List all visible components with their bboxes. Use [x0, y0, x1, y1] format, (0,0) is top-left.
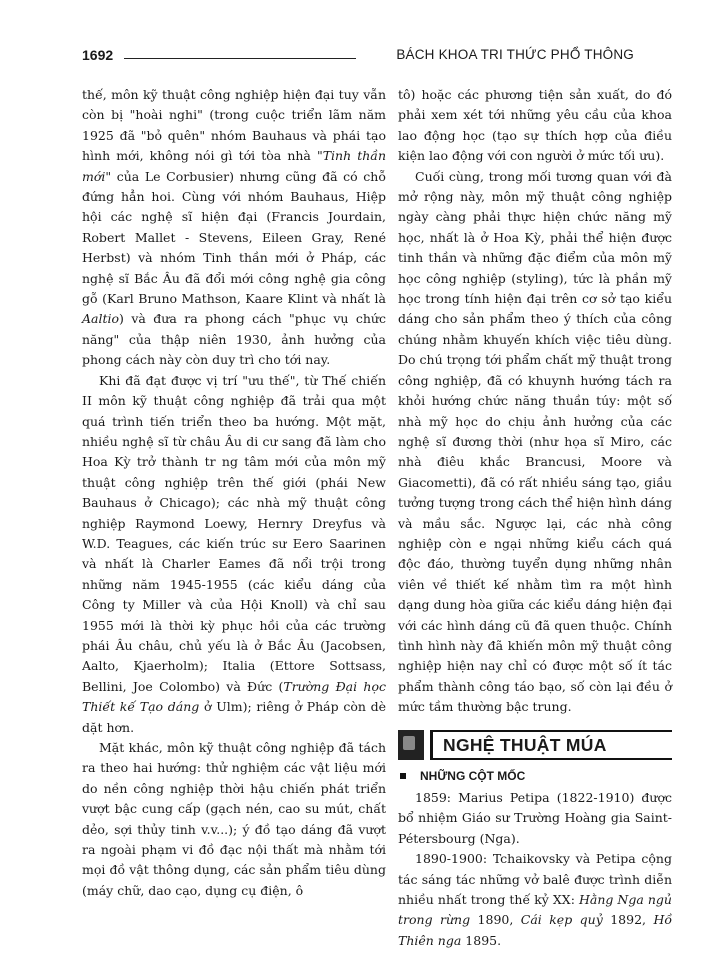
- section-title: NGHỆ THUẬT MÚA: [430, 730, 672, 760]
- running-title: BÁCH KHOA TRI THỨC PHỔ THÔNG: [396, 47, 634, 62]
- subsection-heading: [398, 766, 672, 786]
- timeline-entry: 1890-1900: Tchaikovsky và Petipa cộng tác sáng tác những vở balê được trình diễn nhiều nhất trong thế kỷ XX: Hằng Nga ngủ trong rừng 1890, Cái kẹp quỷ 1892, Hồ Thiên nga 1895.: [398, 851, 672, 948]
- left-column: [82, 85, 386, 901]
- right-column: [398, 85, 672, 951]
- paragraph: thế, môn kỹ thuật công nghiệp hiện đại tuy vẫn còn bị "hoài nghi" (trong cuộc triển lãm năm 1925 đã "bỏ quên" nhóm Bauhaus và phái tạo hình mới, không nói gì tới tòa nhà "Tinh thần mới" của Le Corbusier) nhưng cũng đã có chỗ đứng hẳn hoi. Cùng với nhóm Bauhaus, Hiệp hội các nghệ sĩ hiện đại (Francis Jourdain, Robert Mallet - Stevens, Eileen Gray, René Herbst) và nhóm Tinh thần mới ở Pháp, các nghệ sĩ Bắc Âu đã đổi mới công nghệ gia công gỗ (Karl Bruno Mathson, Kaare Klint và nhất là Aaltio) và đưa ra phong cách "phục vụ chức năng" của thập niên 1930, ảnh hưởng của phong cách này còn duy trì cho tới nay.: [82, 87, 386, 368]
- header-rule: [124, 58, 356, 59]
- paragraph: Mặt khác, môn kỹ thuật công nghiệp đã tách ra theo hai hướng: thử nghiệm các vật liệu mới do nền công nghiệp thời hậu chiến phát triển vượt bậc cung cấp (gạch nén, cao su mút, chất dẻo, sợi thủy tinh v.v...); ý đồ tạo dáng đã vượt ra ngoài phạm vi đồ đạc nội thất mà nhằm tới mọi đồ vật thông dụng, các sản phẩm tiêu dùng (máy chữ, dao cạo, dụng cụ điện, ô: [82, 740, 386, 898]
- section-heading: [398, 730, 672, 760]
- paragraph: tô) hoặc các phương tiện sản xuất, do đó phải xem xét tới những yêu cầu của khoa lao động học (tạo sự thích hợp của điều kiện lao động với con người ở mức tối ưu).: [398, 87, 672, 164]
- paragraph: Cuối cùng, trong mối tương quan với đà mở rộng này, môn mỹ thuật công nghiệp ngày càng phải thực hiện chức năng mỹ học, nhất là ở Hoa Kỳ, phải thể hiện được tinh thần và những đặc điểm của môn mỹ học công nghiệp (styling), tức là phần mỹ học trong tính hiện đại trên cơ sở tạo kiểu dáng cho sản phẩm theo ý thích của công chúng nhằm khuyến khích việc tiêu dùng. Do chú trọng tới phẩm chất mỹ thuật trong công nghiệp, đã có khuynh hướng tách ra khỏi hướng chức năng thuần túy: một số nhà mỹ học do chịu ảnh hưởng của các nghệ sĩ đương thời (như họa sĩ Miro, các nhà điêu khắc Brancusi, Moore và Giacometti), đã có rất nhiều sáng tạo, giầu tưởng tượng trong cách thể hiện hình dáng và mầu sắc. Ngược lại, các nhà công nghiệp còn e ngại những kiểu cách quá độc đáo, thường tuyển dụng những nhân viên về thiết kế nhằm tìm ra một hình dạng dung hòa giữa các kiểu dáng hiện đại với các hình dáng cũ đã quen thuộc. Chính tình hình này đã khiến môn mỹ thuật công nghiệp hiện nay chỉ có được một số ít tác phẩm thành công táo bạo, số còn lại đều ở mức tầm thường bậc trung.: [398, 168, 672, 715]
- page-number: 1692: [82, 47, 114, 63]
- bullet-icon: [400, 773, 406, 779]
- subsection-title: NHỮNG CỘT MỐC: [420, 768, 526, 783]
- paragraph: Khi đã đạt được vị trí "ưu thế", từ Thế chiến II môn kỹ thuật công nghiệp đã trải qua một quá trình tiến triển theo ba hướng. Một mặt, nhiều nghệ sĩ từ châu Âu di cư sang đã làm cho Hoa Kỳ trở thành tr ng tâm mới của môn mỹ thuật công nghiệp trên thế giới (phái New Bauhaus ở Chicago); các nhà mỹ thuật công nghiệp Raymond Loewy, Hernry Dreyfus và W.D. Teagues, các kiến trúc sư Eero Saarinen và nhất là Charler Eames đã nổi trội trong những năm 1945-1955 (các kiểu dáng của Công ty Miller và của Hội Knoll) và chỉ sau 1955 mới là thời kỳ phục hồi của các trường phái Âu châu, chủ yếu là ở Bắc Âu (Jacobsen, Aalto, Kjaerholm); Italia (Ettore Sottsass, Bellini, Joe Colombo) và Đức (Trường Đại học Thiết kế Tạo dáng ở Ulm); riêng ở Pháp còn dè dặt hơn.: [82, 372, 386, 735]
- running-header: [82, 47, 634, 69]
- section-icon: [398, 730, 424, 760]
- timeline-entry: 1859: Marius Petipa (1822-1910) được bổ nhiệm Giáo sư Trường Hoàng gia Saint-Pétersbourg (Nga).: [398, 790, 672, 846]
